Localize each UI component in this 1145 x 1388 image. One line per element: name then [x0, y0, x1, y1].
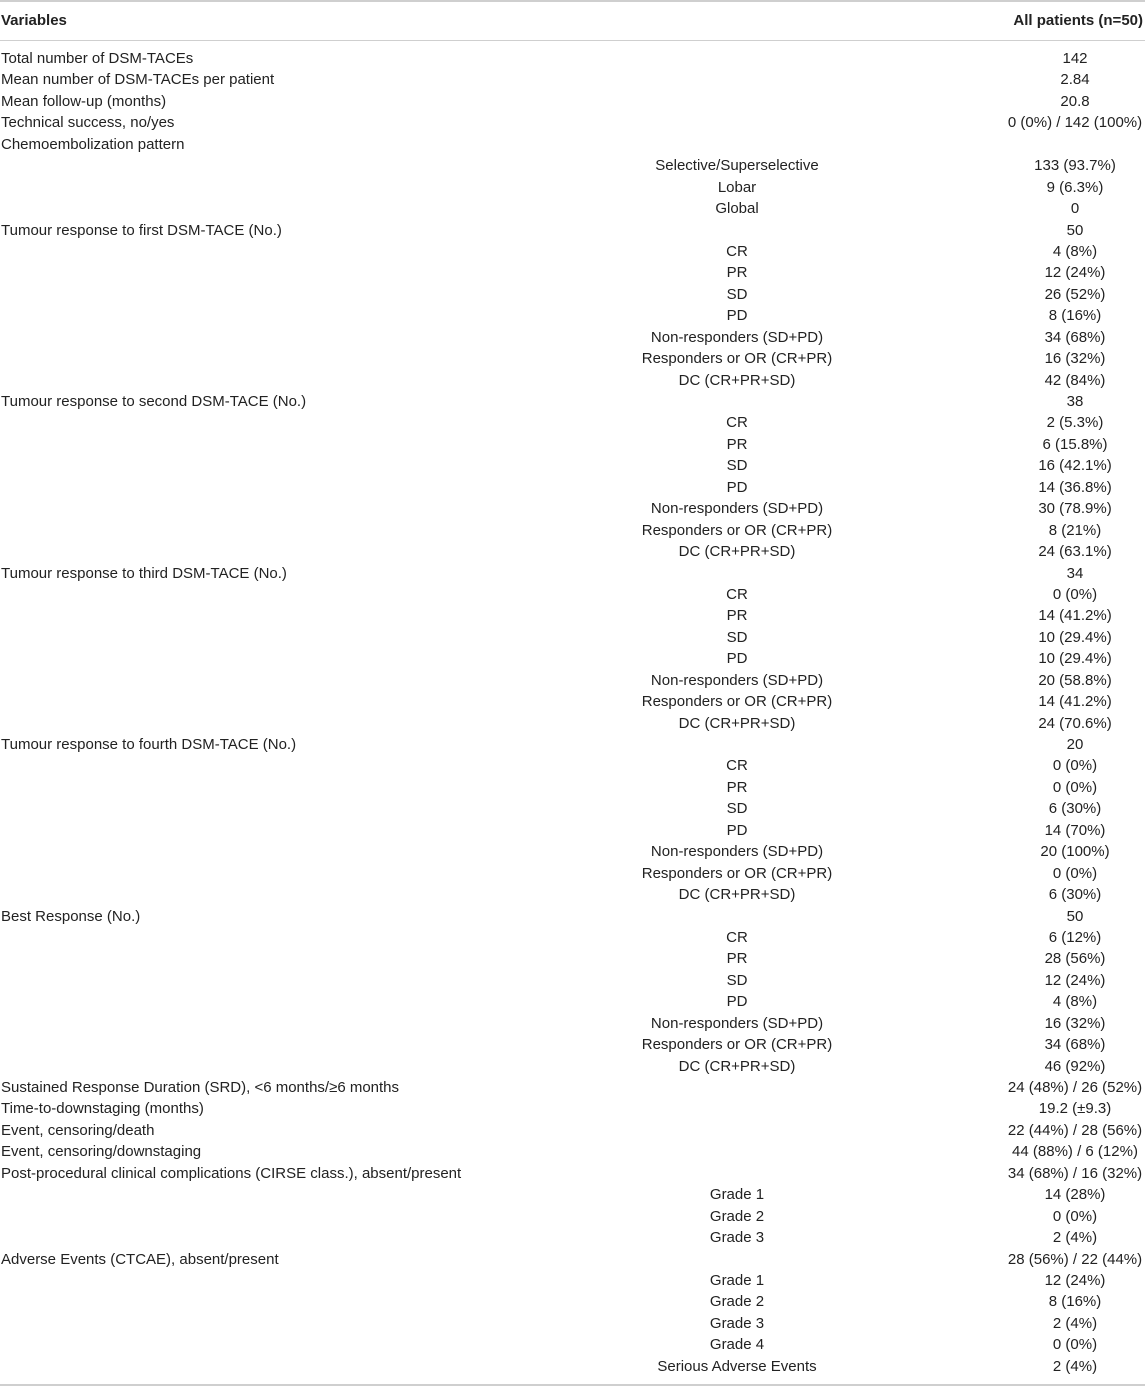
- row-value: 10 (29.4%): [1038, 628, 1112, 646]
- table-row: [0, 1313, 1145, 1334]
- table-row: [0, 69, 1145, 90]
- row-value: 20 (100%): [1040, 843, 1110, 861]
- row-sublabel: DC (CR+PR+SD): [678, 543, 796, 561]
- row-value: 4 (8%): [1052, 993, 1098, 1011]
- row-sublabel: DC (CR+PR+SD): [678, 1057, 796, 1075]
- row-value: 14 (70%): [1044, 821, 1106, 839]
- row-value: 22 (44%) / 28 (56%): [1007, 1121, 1143, 1139]
- row-sublabel: PD: [726, 650, 748, 668]
- row-sublabel: CR: [726, 242, 748, 260]
- row-sublabel: Responders or OR (CR+PR): [641, 521, 833, 539]
- row-sublabel: Grade 4: [709, 1336, 765, 1354]
- table-row: [0, 1013, 1145, 1034]
- table-row: [0, 241, 1145, 262]
- row-sublabel: Non-responders (SD+PD): [650, 500, 824, 518]
- table-row: [0, 262, 1145, 283]
- table-row: [0, 112, 1145, 133]
- row-value: 4 (8%): [1052, 242, 1098, 260]
- row-sublabel: DC (CR+PR+SD): [678, 371, 796, 389]
- table-row: [0, 991, 1145, 1012]
- row-value: 6 (12%): [1048, 928, 1102, 946]
- row-label: Tumour response to first DSM-TACE (No.): [1, 221, 282, 239]
- row-label: Sustained Response Duration (SRD), <6 months/≥6 months: [1, 1079, 400, 1096]
- row-label: Total number of DSM-TACEs: [1, 50, 194, 67]
- row-value: 2.84: [1060, 71, 1090, 89]
- row-value: 34 (68%) / 16 (32%): [1007, 1164, 1143, 1182]
- table-row: [0, 348, 1145, 369]
- row-sublabel: Grade 2: [709, 1293, 765, 1311]
- row-value: 14 (41.2%): [1038, 693, 1112, 711]
- table-row: [0, 220, 1145, 241]
- row-sublabel: Non-responders (SD+PD): [650, 328, 824, 346]
- row-value: 14 (28%): [1044, 1186, 1106, 1204]
- row-sublabel: Responders or OR (CR+PR): [641, 350, 833, 368]
- table-row: [0, 1206, 1145, 1227]
- row-sublabel: PR: [726, 950, 748, 968]
- table-row: [0, 798, 1145, 819]
- table-row: [0, 327, 1145, 348]
- table-row: [0, 1034, 1145, 1055]
- row-sublabel: PR: [726, 435, 748, 453]
- row-value: 0 (0%) / 142 (100%): [1007, 114, 1143, 132]
- table-row: [0, 1163, 1145, 1184]
- table-row: [0, 198, 1145, 219]
- row-value: 0 (0%): [1052, 1207, 1098, 1225]
- table-row: [0, 1249, 1145, 1270]
- row-value: 2 (4%): [1052, 1314, 1098, 1332]
- row-sublabel: Grade 3: [709, 1229, 765, 1247]
- row-sublabel: SD: [726, 800, 748, 818]
- row-sublabel: SD: [726, 628, 748, 646]
- row-value: 20: [1066, 736, 1084, 753]
- row-sublabel: Grade 1: [709, 1186, 765, 1204]
- row-value: 42 (84%): [1044, 371, 1106, 389]
- table-row: [0, 1291, 1145, 1312]
- table-row: [0, 734, 1145, 755]
- row-value: 26 (52%): [1044, 285, 1106, 303]
- table-row: [0, 455, 1145, 476]
- row-value: 28 (56%): [1044, 950, 1106, 968]
- table-row: [0, 884, 1145, 905]
- table-row: [0, 863, 1145, 884]
- row-value: 50: [1066, 221, 1084, 239]
- row-value: 30 (78.9%): [1038, 500, 1112, 518]
- row-value: 0 (0%): [1052, 1336, 1098, 1354]
- row-value: 12 (24%): [1044, 971, 1106, 989]
- row-value: 24 (48%) / 26 (52%): [1007, 1079, 1143, 1096]
- table-header: [0, 0, 1145, 41]
- table-row: [0, 434, 1145, 455]
- row-label: Event, censoring/death: [1, 1121, 155, 1139]
- row-sublabel: Responders or OR (CR+PR): [641, 1036, 833, 1054]
- row-value: 38: [1066, 393, 1084, 410]
- row-value: 14 (36.8%): [1038, 478, 1112, 496]
- row-label: Technical success, no/yes: [1, 114, 175, 132]
- row-value: 2 (4%): [1052, 1229, 1098, 1247]
- row-sublabel: CR: [726, 585, 748, 603]
- table-row: [0, 1098, 1145, 1119]
- row-sublabel: CR: [726, 414, 748, 432]
- table-row: [0, 755, 1145, 776]
- table-row: [0, 1227, 1145, 1248]
- row-sublabel: Non-responders (SD+PD): [650, 843, 824, 861]
- table-row: [0, 584, 1145, 605]
- table-row: [0, 605, 1145, 626]
- row-value: 142: [1062, 50, 1088, 67]
- row-label: Mean number of DSM-TACEs per patient: [1, 71, 275, 89]
- row-label: Best Response (No.): [1, 907, 141, 925]
- table-row: [0, 305, 1145, 326]
- row-value: 10 (29.4%): [1038, 650, 1112, 668]
- row-sublabel: PD: [726, 478, 748, 496]
- table-row: [0, 691, 1145, 712]
- table-row: [0, 520, 1145, 541]
- table-row: [0, 155, 1145, 176]
- table-row: [0, 177, 1145, 198]
- row-value: 9 (6.3%): [1046, 178, 1104, 196]
- table-row: [0, 820, 1145, 841]
- row-value: 50: [1066, 907, 1084, 925]
- row-sublabel: DC (CR+PR+SD): [678, 714, 796, 732]
- row-sublabel: SD: [726, 285, 748, 303]
- row-label: Post-procedural clinical complications (CIRSE class.), absent/present: [1, 1164, 462, 1182]
- table-row: [0, 777, 1145, 798]
- row-value: 6 (30%): [1048, 886, 1102, 904]
- row-value: 2 (5.3%): [1046, 414, 1104, 432]
- row-value: 14 (41.2%): [1038, 607, 1112, 625]
- row-value: 0 (0%): [1052, 585, 1098, 603]
- table-row: [0, 970, 1145, 991]
- row-value: 16 (32%): [1044, 350, 1106, 368]
- row-label: Tumour response to fourth DSM-TACE (No.): [1, 736, 297, 753]
- row-value: 8 (16%): [1048, 1293, 1102, 1311]
- table-row: [0, 541, 1145, 562]
- row-value: 12 (24%): [1044, 1271, 1106, 1289]
- row-sublabel: PD: [726, 993, 748, 1011]
- row-value: 20.8: [1060, 92, 1090, 110]
- row-sublabel: Non-responders (SD+PD): [650, 671, 824, 689]
- row-sublabel: PD: [726, 307, 748, 325]
- row-value: 8 (21%): [1048, 521, 1102, 539]
- table-row: [0, 713, 1145, 734]
- row-sublabel: Grade 1: [709, 1271, 765, 1289]
- table-row: [0, 412, 1145, 433]
- table-row: [0, 1334, 1145, 1355]
- table-row: [0, 1356, 1145, 1377]
- row-label: Mean follow-up (months): [1, 92, 167, 110]
- header-variables: Variables: [1, 12, 67, 29]
- row-value: 0 (0%): [1052, 864, 1098, 882]
- row-value: 34 (68%): [1044, 1036, 1106, 1054]
- row-value: 19.2 (±9.3): [1038, 1100, 1112, 1118]
- row-sublabel: PD: [726, 821, 748, 839]
- row-value: 16 (42.1%): [1038, 457, 1112, 475]
- row-sublabel: SD: [726, 457, 748, 475]
- row-label: Tumour response to second DSM-TACE (No.): [1, 393, 307, 410]
- row-label: Adverse Events (CTCAE), absent/present: [1, 1250, 279, 1268]
- row-value: 8 (16%): [1048, 307, 1102, 325]
- row-value: 44 (88%) / 6 (12%): [1012, 1143, 1138, 1161]
- row-value: 0 (0%): [1052, 757, 1098, 775]
- row-sublabel: Grade 2: [709, 1207, 765, 1225]
- row-value: 16 (32%): [1044, 1014, 1106, 1032]
- table-bottom-rule: [0, 1384, 1145, 1386]
- table-row: [0, 948, 1145, 969]
- row-sublabel: Lobar: [717, 178, 757, 196]
- row-value: 24 (70.6%): [1038, 714, 1112, 732]
- table-row: [0, 134, 1145, 155]
- row-value: 12 (24%): [1044, 264, 1106, 282]
- table-body: [0, 41, 1145, 1377]
- row-sublabel: SD: [726, 971, 748, 989]
- row-sublabel: CR: [726, 928, 748, 946]
- table-row: [0, 477, 1145, 498]
- row-label: Chemoembolization pattern: [1, 135, 185, 153]
- row-value: 2 (4%): [1052, 1357, 1098, 1375]
- row-value: 20 (58.8%): [1038, 671, 1112, 689]
- row-value: 34: [1066, 564, 1084, 582]
- row-sublabel: Global: [715, 200, 759, 218]
- row-sublabel: PR: [726, 778, 748, 796]
- row-sublabel: CR: [726, 757, 748, 775]
- row-sublabel: PR: [726, 607, 748, 625]
- row-label: Tumour response to third DSM-TACE (No.): [1, 564, 287, 582]
- row-sublabel: Responders or OR (CR+PR): [641, 864, 833, 882]
- row-value: 6 (15.8%): [1042, 435, 1108, 453]
- table-row: [0, 91, 1145, 112]
- row-sublabel: Non-responders (SD+PD): [650, 1014, 824, 1032]
- table-row: [0, 284, 1145, 305]
- table-row: [0, 927, 1145, 948]
- table-row: [0, 1141, 1145, 1162]
- table-row: [0, 841, 1145, 862]
- row-value: 0 (0%): [1052, 778, 1098, 796]
- table-row: [0, 498, 1145, 519]
- row-sublabel: Serious Adverse Events: [657, 1357, 817, 1375]
- row-sublabel: Selective/Superselective: [655, 157, 819, 175]
- table-row: [0, 1184, 1145, 1205]
- row-value: 34 (68%): [1044, 328, 1106, 346]
- row-label: Time-to-downstaging (months): [1, 1100, 204, 1118]
- row-sublabel: DC (CR+PR+SD): [678, 886, 796, 904]
- row-value: 6 (30%): [1048, 800, 1102, 818]
- row-value: 0: [1070, 200, 1080, 218]
- table-row: [0, 906, 1145, 927]
- table-row: [0, 1270, 1145, 1291]
- header-all-patients: All patients (n=50): [1013, 12, 1143, 29]
- row-sublabel: Grade 3: [709, 1314, 765, 1332]
- row-value: 133 (93.7%): [1034, 157, 1116, 175]
- table-row: [0, 391, 1145, 412]
- table-row: [0, 627, 1145, 648]
- row-sublabel: PR: [726, 264, 748, 282]
- row-value: 28 (56%) / 22 (44%): [1007, 1250, 1143, 1268]
- row-sublabel: Responders or OR (CR+PR): [641, 693, 833, 711]
- table-row: [0, 1120, 1145, 1141]
- table-row: [0, 648, 1145, 669]
- table-row: [0, 563, 1145, 584]
- row-value: 46 (92%): [1044, 1057, 1106, 1075]
- table-row: [0, 670, 1145, 691]
- row-label: Event, censoring/downstaging: [1, 1143, 202, 1161]
- row-value: 24 (63.1%): [1038, 543, 1112, 561]
- table-row: [0, 1056, 1145, 1077]
- table-row: [0, 370, 1145, 391]
- table-row: [0, 1077, 1145, 1098]
- table-row: [0, 48, 1145, 69]
